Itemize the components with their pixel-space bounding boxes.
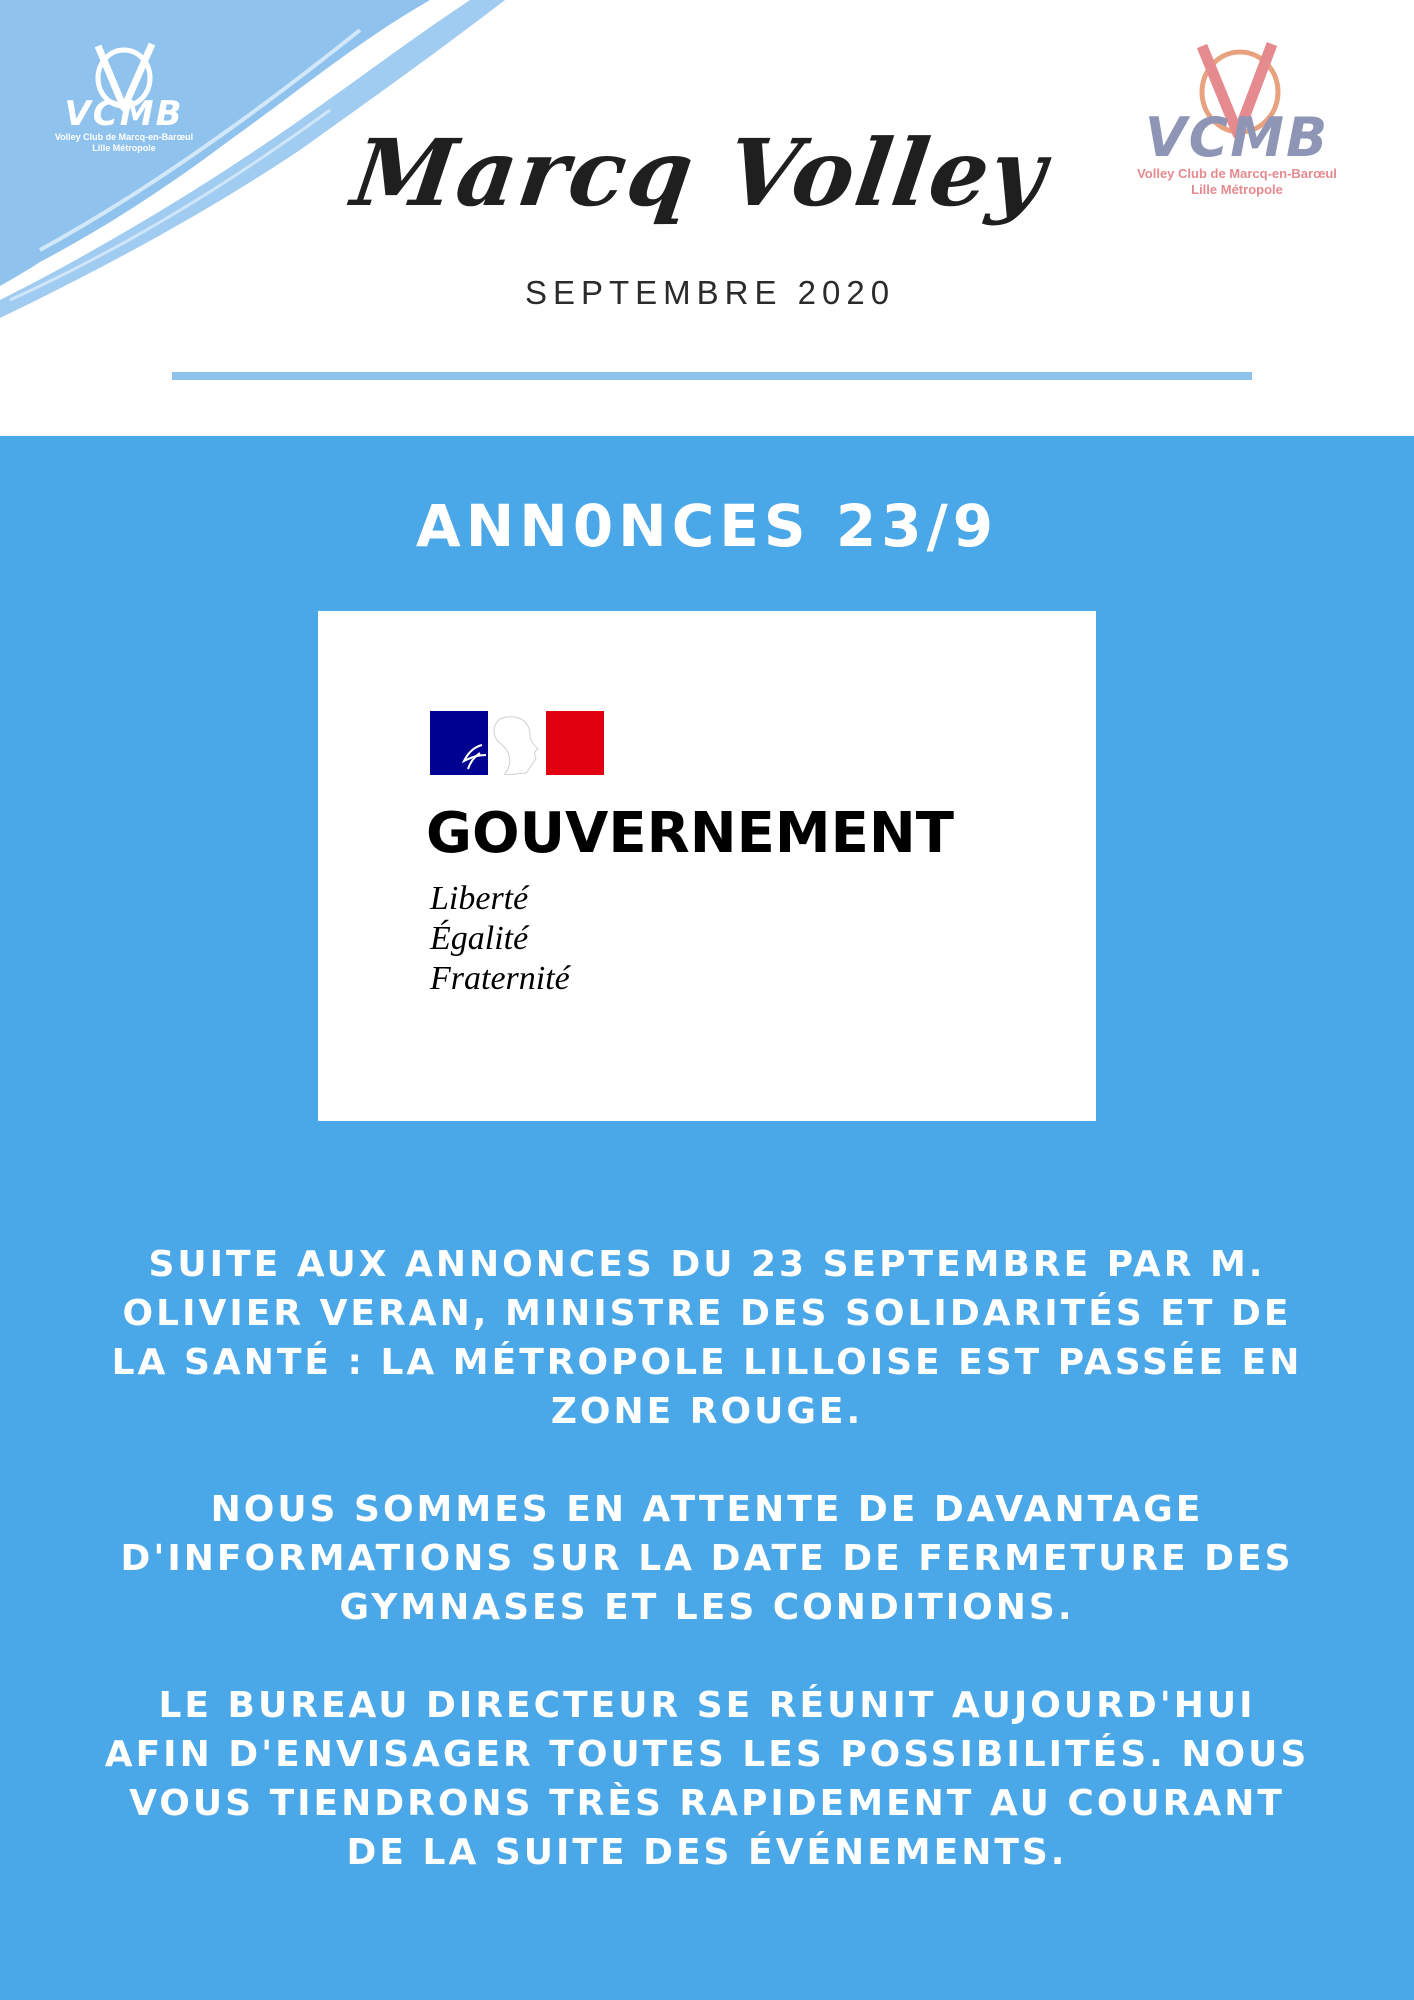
announcement-paragraph-3: LE BUREAU DIRECTEUR SE RÉUNIT AUJOURD'HUI AFIN D'ENVISAGER TOUTES LES POSSIBILITÉS. NOUS VOUS TIENDRONS TRÈS RAPIDEMENT AU COURANT DE LA SUITE DES ÉVÉNEMENTS.	[104, 1685, 1310, 1873]
announcement-paragraph-1: SUITE AUX ANNONCES DU 23 SEPTEMBRE PAR M. OLIVIER VERAN, MINISTRE DES SOLIDARITÉS ET DE LA SANTÉ : LA MÉTROPOLE LILLOISE EST PASSÉE EN ZONE ROUGE.	[111, 1244, 1303, 1432]
logo-right-line1: Volley Club de Marcq-en-Barœul	[1137, 166, 1337, 181]
header	[0, 0, 1414, 436]
logo-right-acronym: VCMB	[1144, 106, 1330, 169]
government-logo-card	[318, 611, 1096, 1121]
announcement-panel	[0, 436, 1414, 2000]
announcement-paragraph-2: NOUS SOMMES EN ATTENTE DE DAVANTAGE D'INFORMATIONS SUR LA DATE DE FERMETURE DES GYMNASES ET LES CONDITIONS.	[120, 1489, 1294, 1628]
section-title: ANN0NCES 23/9	[415, 492, 999, 560]
motto-egalite: Égalité	[430, 920, 529, 957]
issue-date: SEPTEMBRE 2020	[524, 274, 896, 311]
logo-left-acronym: VCMB	[64, 94, 184, 134]
announcement-body	[100, 1240, 1314, 1926]
vcmb-logo-right	[1122, 40, 1352, 240]
logo-left-line1: Volley Club de Marcq-en-Barœul	[54, 132, 194, 142]
motto-fraternite: Fraternité	[430, 960, 570, 997]
motto-liberte: Liberté	[430, 880, 529, 917]
vcmb-logo-left	[44, 42, 204, 172]
republic-motto	[430, 879, 730, 999]
header-divider	[172, 372, 1252, 380]
logo-left-line2: Lille Métropole	[92, 143, 156, 153]
government-wordmark: GOUVERNEMENT	[426, 801, 954, 866]
marianne-flag-icon	[430, 711, 604, 775]
logo-right-line2: Lille Métropole	[1191, 182, 1283, 197]
page-title: Marcq Volley	[346, 119, 1054, 227]
